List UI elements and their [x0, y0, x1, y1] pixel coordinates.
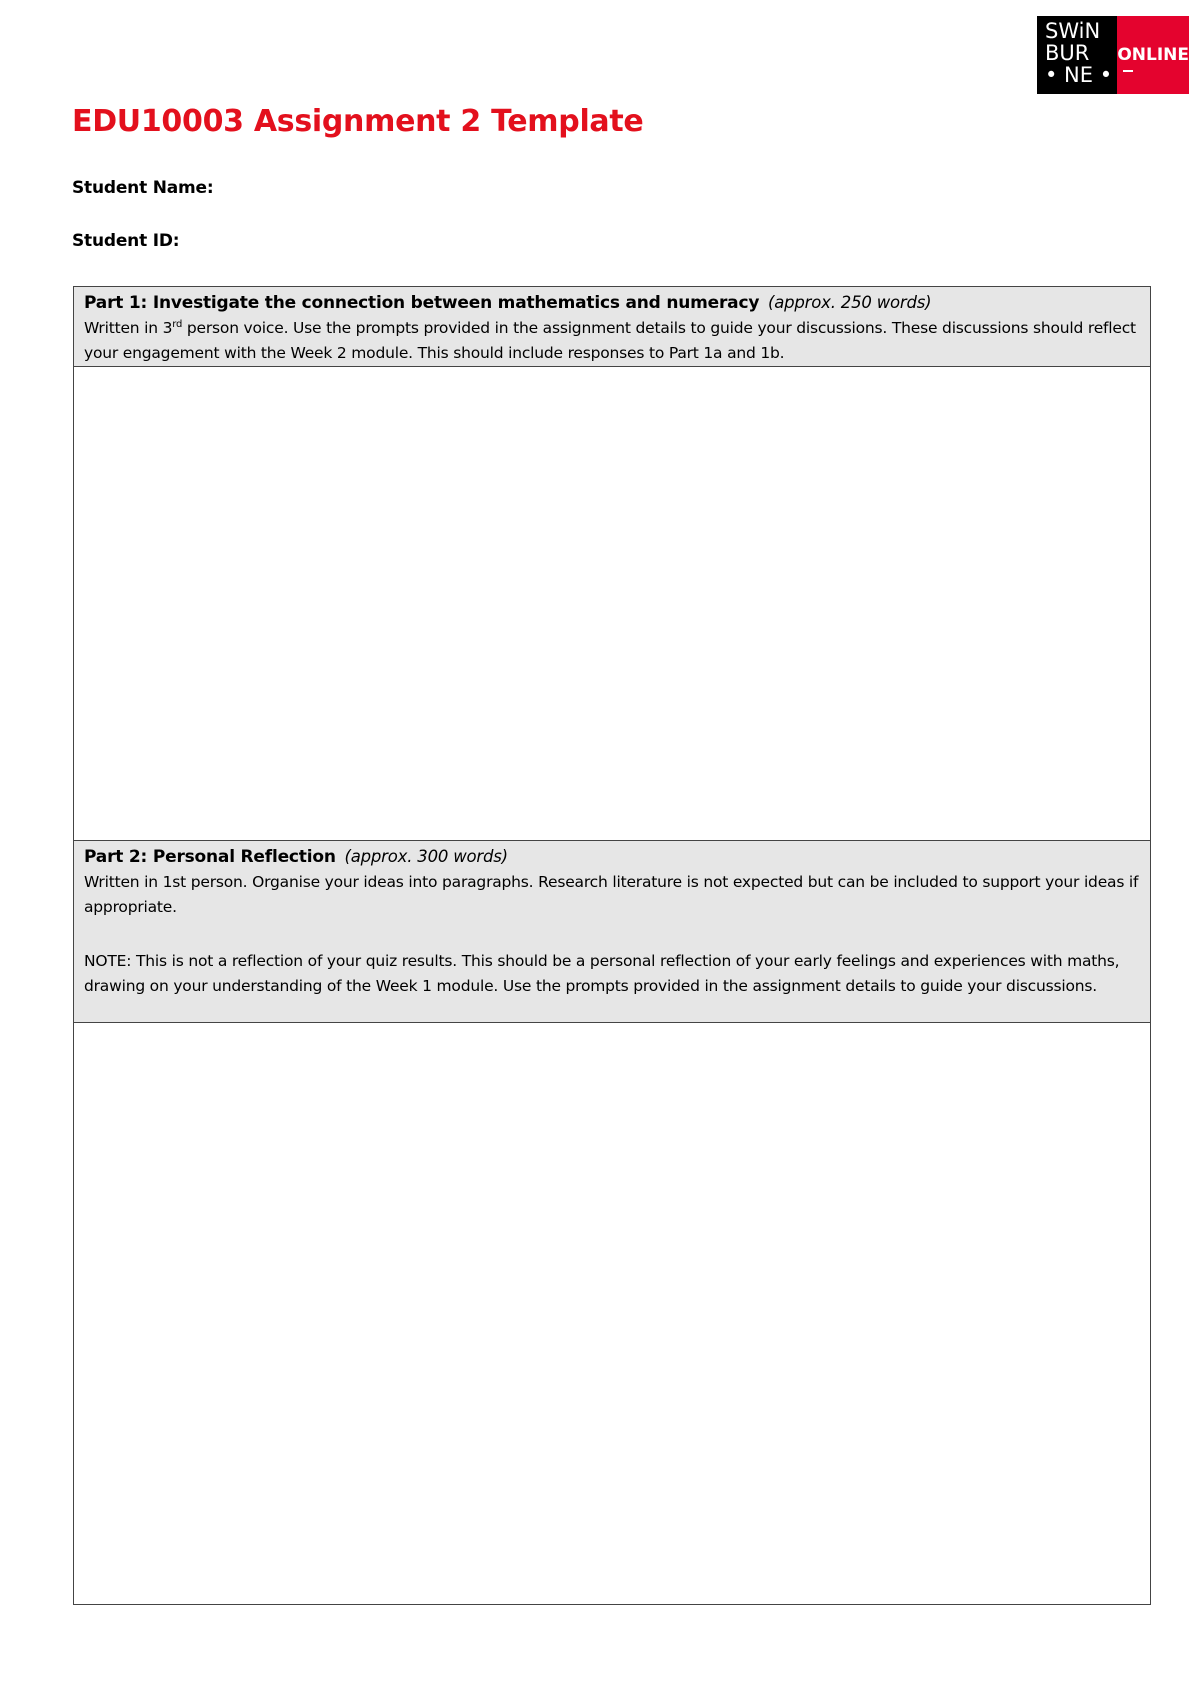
- logo-line-3: • NE •: [1045, 63, 1113, 87]
- part1-desc-sup: rd: [172, 318, 183, 330]
- swinburne-online-logo: [1037, 16, 1189, 94]
- logo-line-1: SWiN: [1045, 19, 1101, 43]
- logo-underline: [1123, 70, 1133, 72]
- logo-online-block: [1117, 16, 1189, 94]
- part1-word-count: (approx. 250 words): [767, 293, 932, 312]
- logo-wordmark: [1037, 16, 1117, 94]
- student-name-label: Student Name:: [72, 178, 214, 198]
- paragraph-spacer: [84, 920, 1140, 949]
- part2-word-count: (approx. 300 words): [344, 847, 508, 866]
- part1-header: [74, 287, 1150, 367]
- part2-title: Part 2: Personal Reflection: [84, 847, 336, 867]
- logo-online-text: ONLINE: [1117, 45, 1189, 65]
- part1-desc-before: Written in 3: [84, 319, 173, 337]
- part2-response-area[interactable]: [74, 1023, 1150, 1604]
- document-title: EDU10003 Assignment 2 Template: [72, 104, 644, 139]
- part1-desc-after: person voice. Use the prompts provided in the assignment details to guide your discussions. These discussions should reflect your engagement with the Week 2 module. This should include responses to Part 1a and 1b.: [84, 319, 1136, 362]
- part1-response-area[interactable]: [74, 367, 1150, 841]
- part2-note: NOTE: This is not a reflection of your quiz results. This should be a personal reflection of your early feelings and experiences with maths, drawing on your understanding of the Week 1 module. Use the prompts provided in the assignment details to guide your discussions.: [84, 952, 1120, 995]
- student-id-label: Student ID:: [72, 231, 180, 251]
- assignment-table: [73, 286, 1151, 1605]
- part2-description: Written in 1st person. Organise your ideas into paragraphs. Research literature is not expected but can be included to support your ideas if appropriate.: [84, 873, 1139, 916]
- part1-description: [84, 316, 1140, 366]
- part2-header: [74, 841, 1150, 1023]
- part1-title: Part 1: Investigate the connection between mathematics and numeracy: [84, 293, 760, 313]
- logo-line-2: BUR: [1045, 41, 1090, 65]
